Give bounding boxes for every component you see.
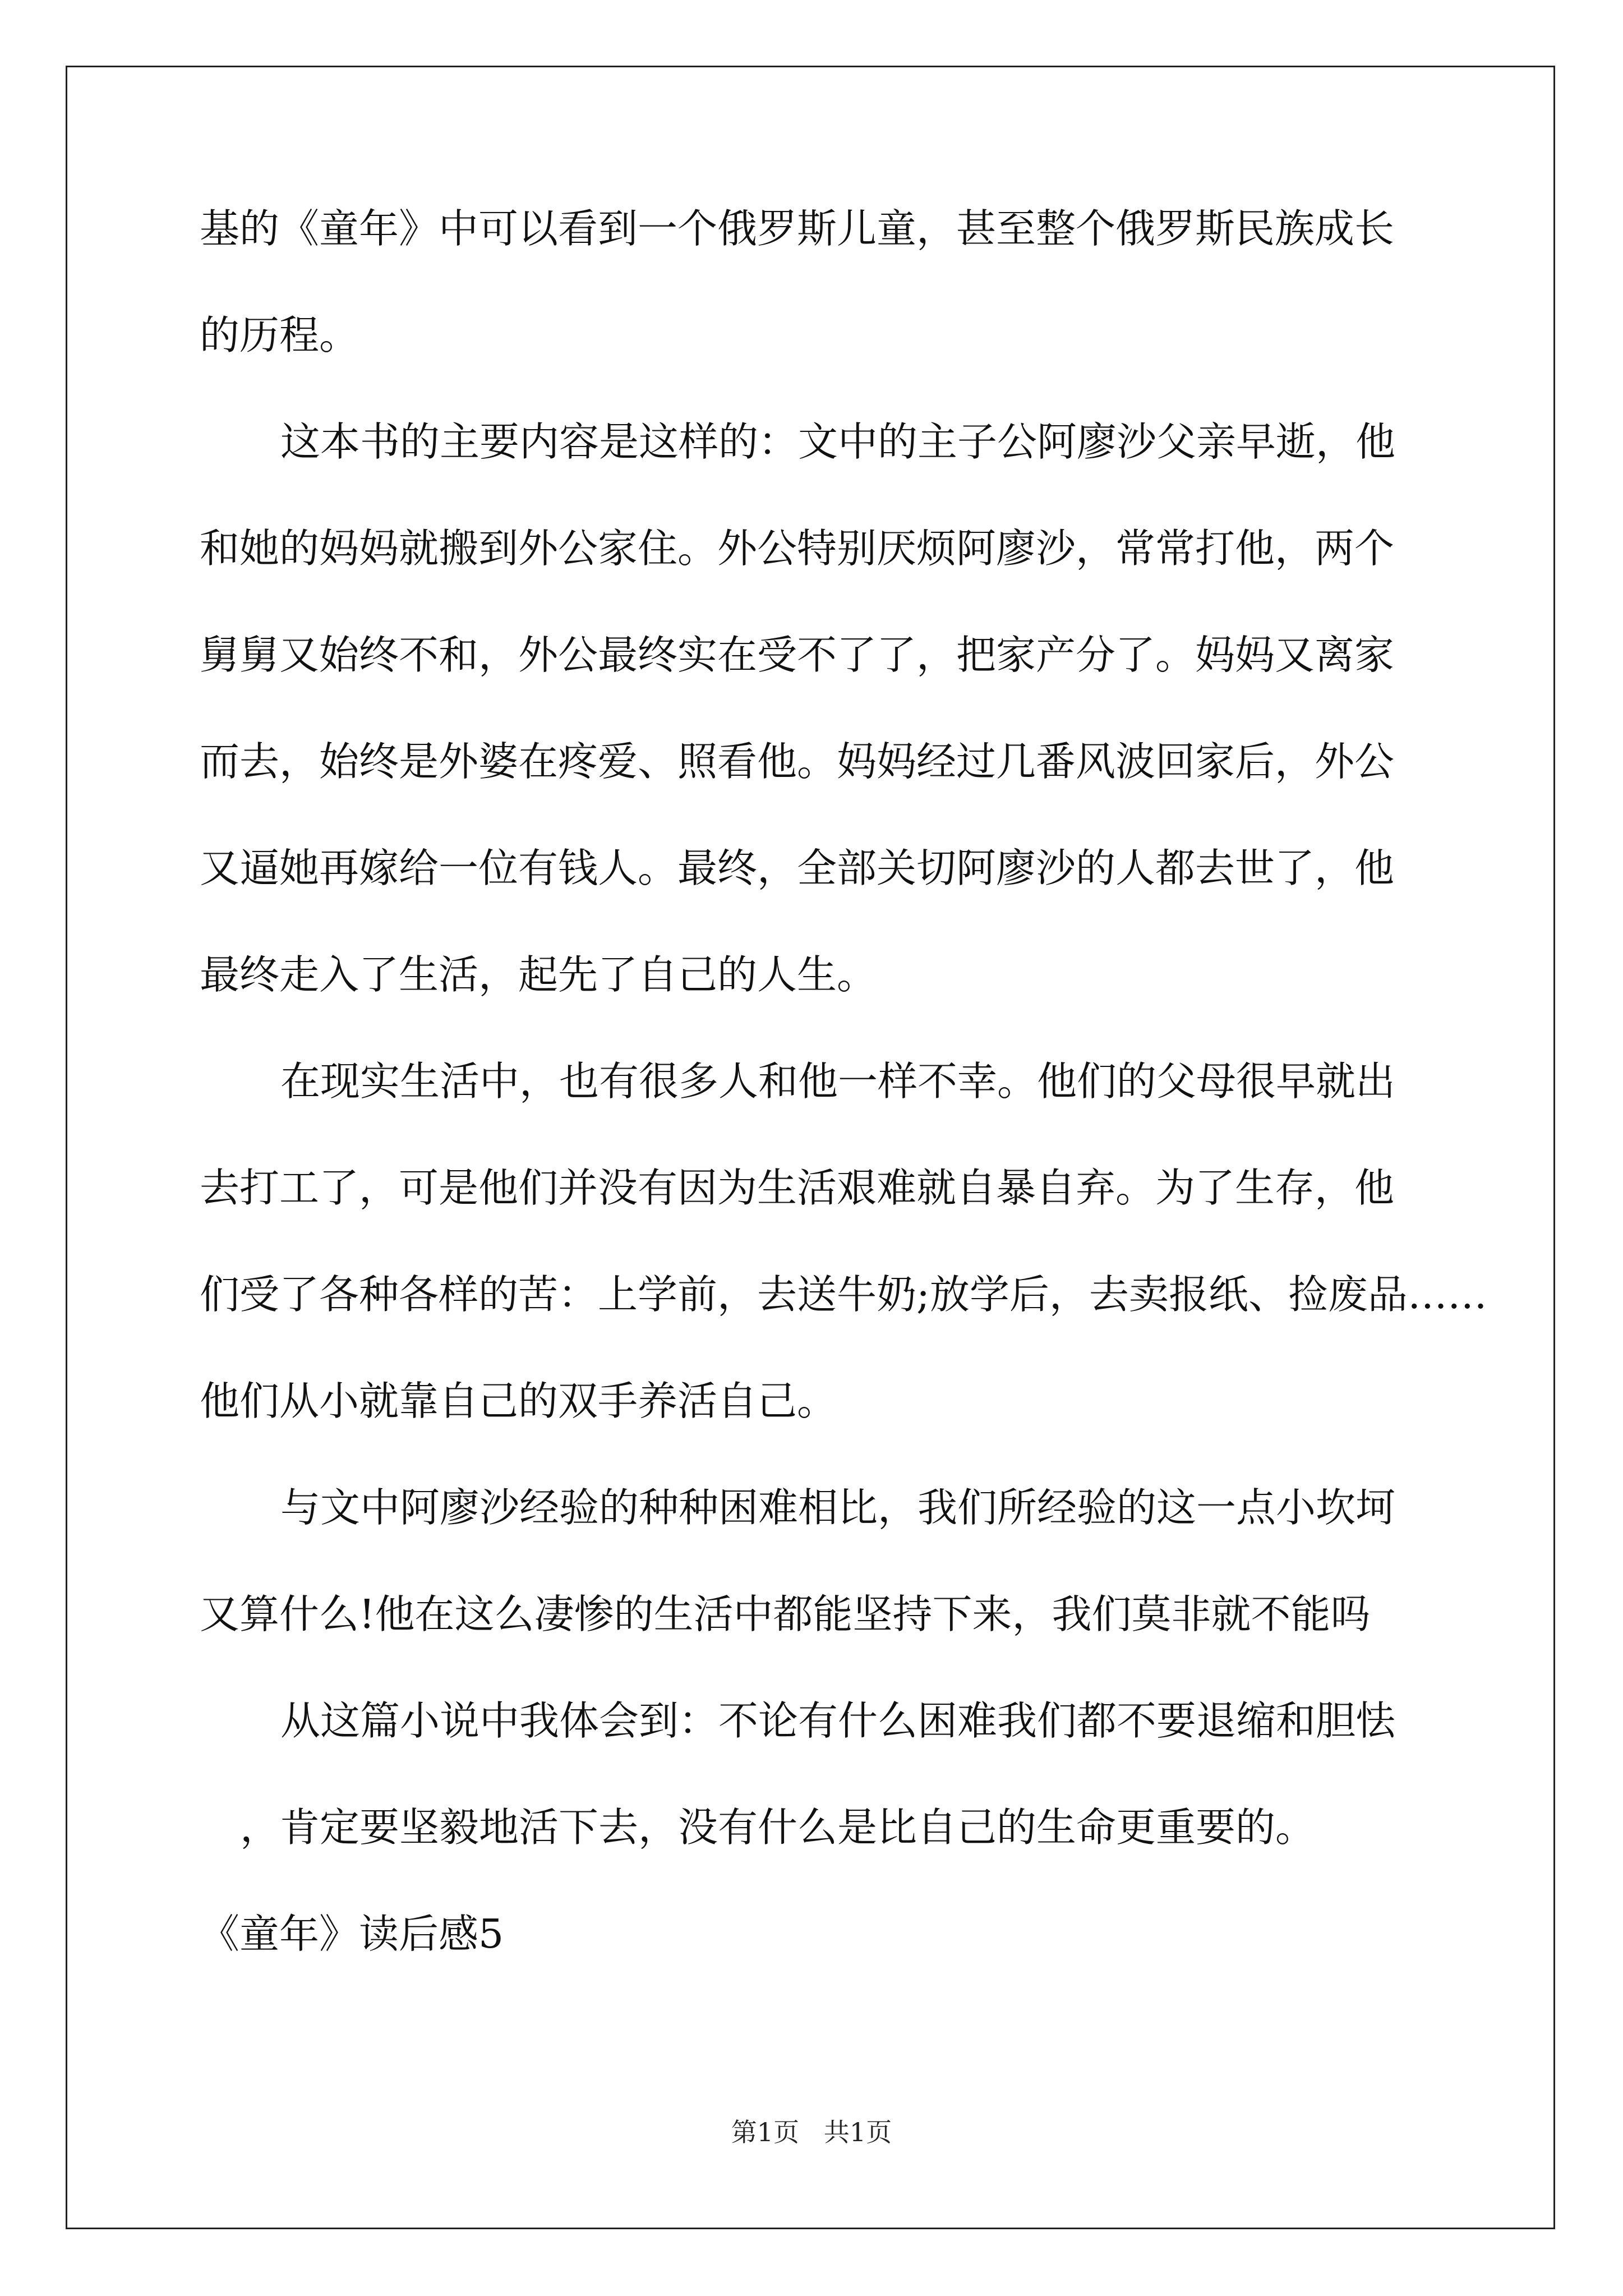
paragraph-start-line: 这本书的主要内容是这样的：文中的主子公阿廖沙父亲早逝，他 bbox=[280, 418, 1396, 465]
text-line: 他们从小就靠自己的双手养活自己。 bbox=[200, 1378, 837, 1424]
paragraph-start-line: 与文中阿廖沙经验的种种困难相比，我们所经验的这一点小坎坷 bbox=[280, 1484, 1396, 1531]
text-line: 去打工了，可是他们并没有因为生活艰难就自暴自弃。为了生存，他 bbox=[200, 1165, 1395, 1211]
page-border bbox=[66, 66, 1555, 2229]
text-line: 基的《童年》中可以看到一个俄罗斯儿童，甚至整个俄罗斯民族成长 bbox=[200, 205, 1395, 252]
text-line: 最终走入了生活，起先了自己的人生。 bbox=[200, 951, 877, 998]
section-heading: 《童年》读后感5 bbox=[200, 1911, 504, 1957]
text-line: ，肯定要坚毅地活下去，没有什么是比自己的生命更重要的。 bbox=[240, 1804, 1316, 1851]
paragraph-start-line: 在现实生活中，也有很多人和他一样不幸。他们的父母很早就出 bbox=[280, 1058, 1396, 1105]
paragraph-start-line: 从这篇小说中我体会到：不论有什么困难我们都不要退缩和胆怯 bbox=[280, 1697, 1396, 1744]
text-line: 的历程。 bbox=[200, 312, 359, 358]
text-line: 舅舅又始终不和，外公最终实在受不了了，把家产分了。妈妈又离家 bbox=[200, 632, 1395, 678]
text-line: 而去，始终是外婆在疼爱、照看他。妈妈经过几番风波回家后，外公 bbox=[200, 738, 1395, 785]
text-line: 和她的妈妈就搬到外公家住。外公特别厌烦阿廖沙，常常打他，两个 bbox=[200, 525, 1395, 572]
text-line: 们受了各种各样的苦：上学前，去送牛奶;放学后，去卖报纸、捡废品…… bbox=[200, 1271, 1487, 1318]
text-line: 又算什么!他在这么凄惨的生活中都能坚持下来，我们莫非就不能吗 bbox=[200, 1591, 1371, 1637]
page-number-footer: 第1页 共1页 bbox=[731, 2117, 892, 2147]
text-line: 又逼她再嫁给一位有钱人。最终，全部关切阿廖沙的人都去世了，他 bbox=[200, 845, 1395, 891]
